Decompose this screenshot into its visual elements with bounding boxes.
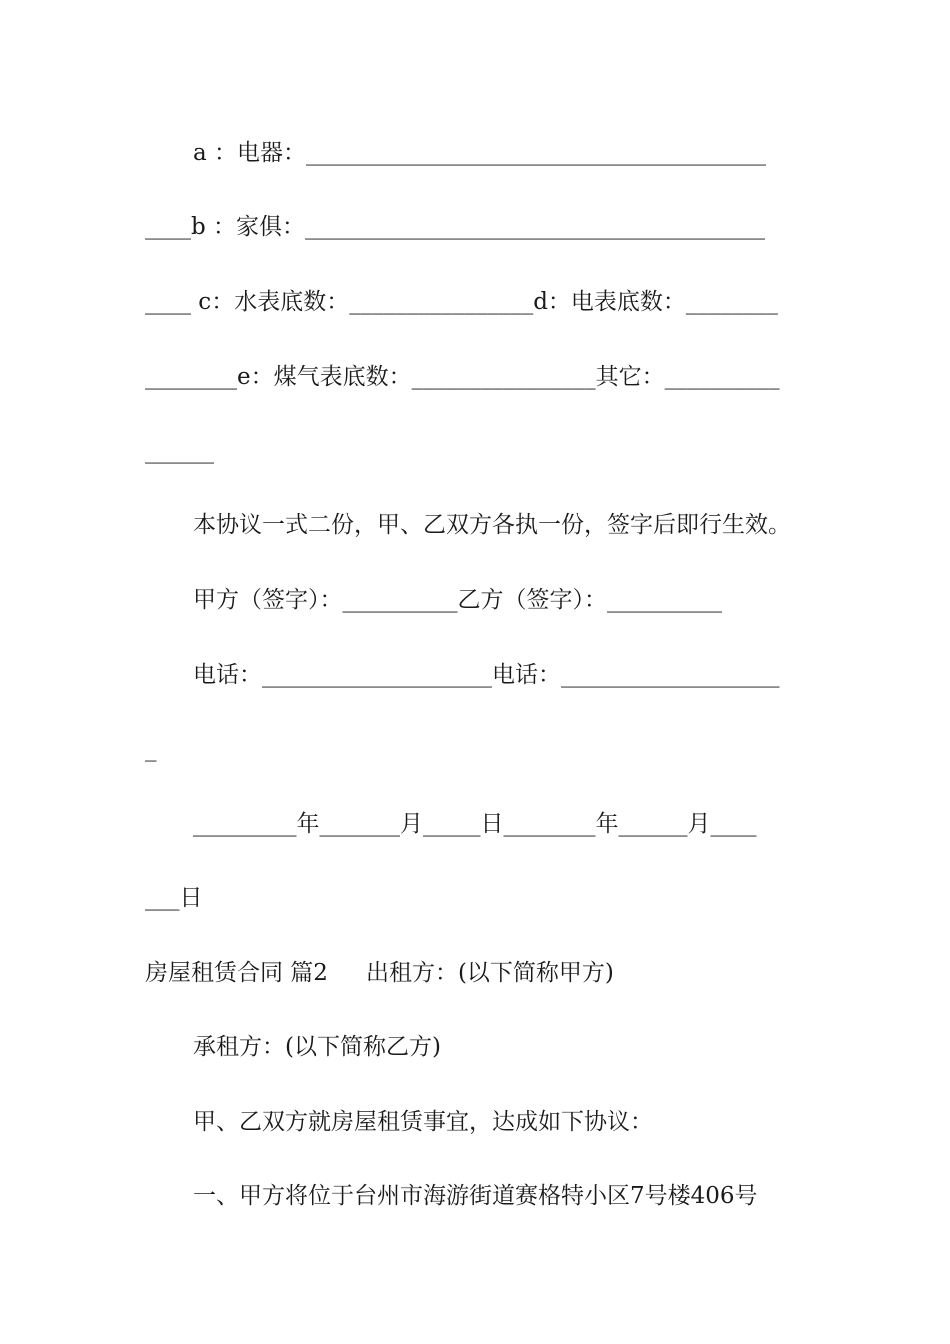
item-furniture-line: ____b ：家俱：________________________________________ (145, 214, 766, 240)
agreement-intro-paragraph: 甲、乙双方就房屋租赁事宜，达成如下协议： (193, 1109, 653, 1135)
item-appliances-line: a ：电器：________________________________________ (193, 140, 767, 166)
phone-line: 电话：____________________电话：___________________ (193, 662, 780, 688)
meter-readings-line: ____ c：水表底数：________________d：电表底数：________ (145, 289, 778, 315)
gas-meter-other-line: ________e：煤气表底数：________________其它：__________ (145, 364, 780, 390)
signature-line: 甲方（签字）：__________乙方（签字）：__________ (193, 587, 722, 613)
lessor-label: 出租方：(以下简称甲方) (365, 960, 614, 986)
contract-heading-line (145, 958, 807, 988)
date-line-continuation: ___日 (145, 885, 203, 911)
lessee-label: 承租方：(以下简称乙方) (193, 1034, 441, 1060)
contract-title: 房屋租赁合同 篇2 (145, 960, 328, 986)
clause-one-paragraph: 一、甲方将位于台州市海游街道赛格特小区7号楼406号 (193, 1183, 758, 1209)
agreement-copies-paragraph: 本协议一式二份，甲、乙双方各执一份，签字后即行生效。 (193, 512, 791, 538)
date-line: _________年_______月_____日________年______月____ (193, 811, 757, 837)
blank-continuation-line: ______ (145, 438, 214, 464)
blank-continuation-line-2: _ (145, 736, 157, 762)
